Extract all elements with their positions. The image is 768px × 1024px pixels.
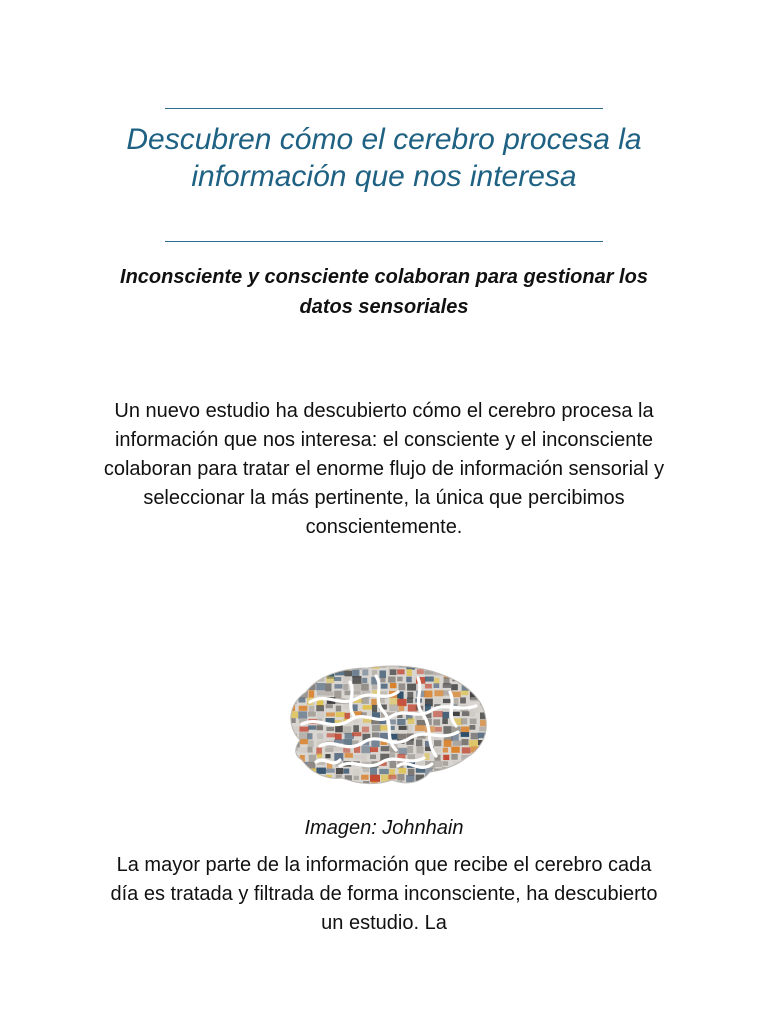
title-top-rule xyxy=(165,108,603,109)
article-subtitle: Inconsciente y consciente colaboran para gestionar los datos sensoriales xyxy=(120,266,648,318)
article-lead: Un nuevo estudio ha descubierto cómo el cerebro procesa la información que nos interesa: el consciente y el inconsciente colaboran para tratar el enorme flujo de información sensorial y seleccionar la más pertinente, la única que percibimos conscientemente. xyxy=(103,400,665,538)
article-title: Descubren cómo el cerebro procesa la información que nos interesa xyxy=(126,123,642,193)
title-bottom-rule xyxy=(165,241,603,242)
brain-collage-icon xyxy=(280,662,490,786)
article-body: La mayor parte de la información que recibe el cerebro cada día es tratada y filtrada de forma inconsciente, ha descubierto un estudio. La xyxy=(110,854,658,934)
image-caption: Imagen: Johnhain xyxy=(304,817,464,839)
